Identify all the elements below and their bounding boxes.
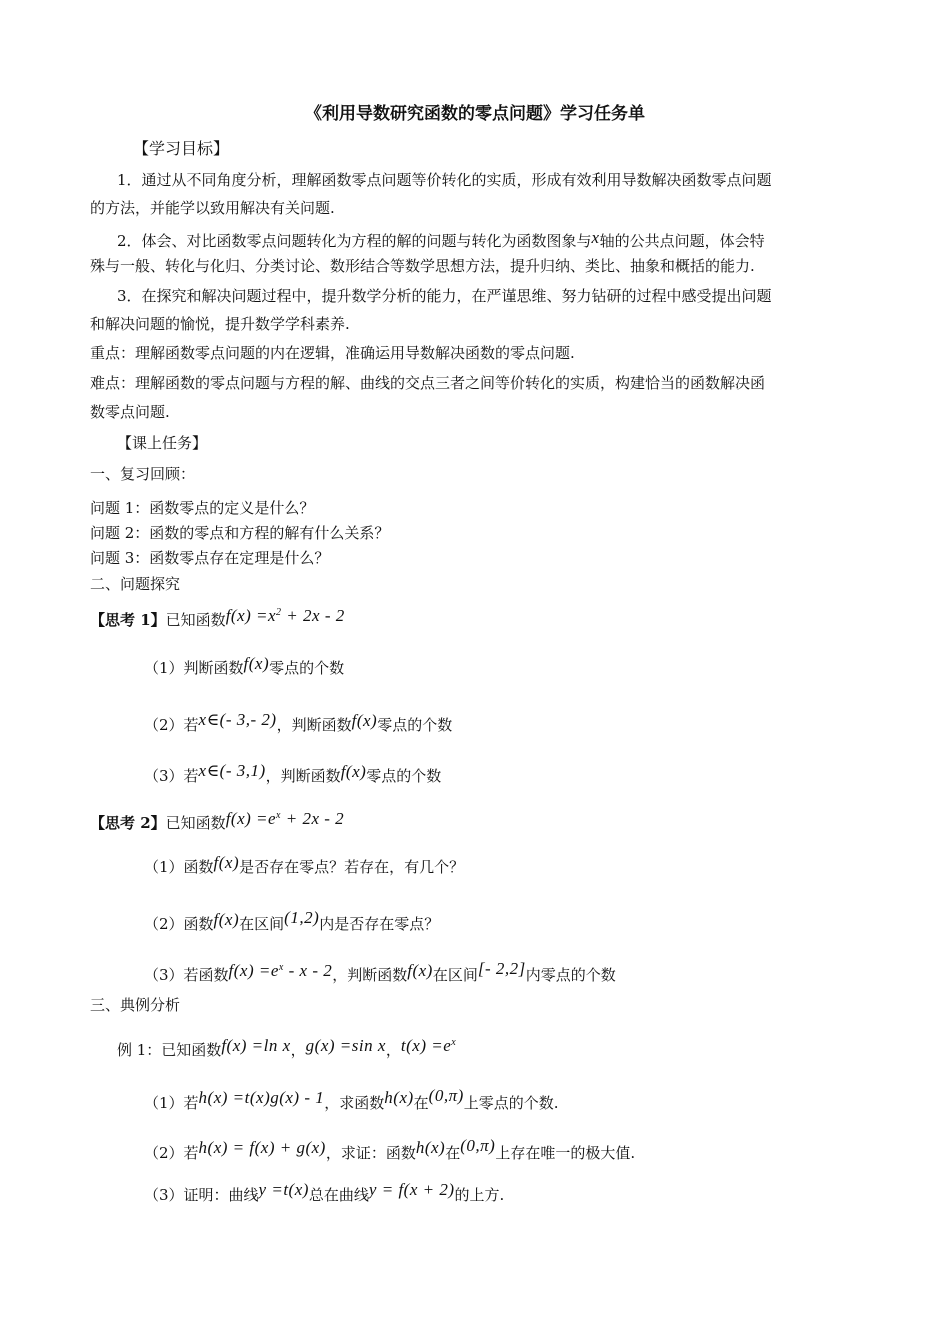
think-2-q3-function — [229, 961, 333, 980]
example-1-q2-text-b: ，求证：函数 — [325, 1144, 416, 1162]
objective-3-line-2: 和解决问题的愉悦，提升数学学科素养. — [90, 315, 350, 333]
example-1-q1-h2: h(x) — [384, 1088, 414, 1107]
example-1-sep-1: ， — [290, 1041, 306, 1059]
think-1-q3-text-b: ，判断函数 — [265, 767, 341, 785]
think-2-q3-function-rest: - x - 2 — [283, 961, 333, 980]
think-1-function-base: f(x) =x — [225, 606, 277, 625]
think-2-q2-interval: (1,2) — [284, 908, 320, 927]
think-1-q1-text-a: （1）判断函数 — [144, 659, 244, 677]
objective-1-line-1: 1．通过从不同角度分析，理解函数零点问题等价转化的实质，形成有效利用导数解决函数零点问题 — [117, 171, 772, 189]
think-2-q1-text-a: （1）函数 — [144, 858, 214, 876]
think-1-q2-function: f(x) — [351, 711, 378, 730]
think-1-function — [226, 606, 345, 625]
example-1-t — [401, 1036, 456, 1055]
example-1-t-exponent: x — [451, 1037, 457, 1048]
think-1-q3-text-c: 零点的个数 — [366, 767, 442, 785]
think-2-question-2 — [144, 908, 439, 934]
explore-header: 二、问题探究 — [90, 575, 181, 593]
example-1-q2-h: h(x) = f(x) + g(x) — [198, 1138, 326, 1157]
think-1-question-2 — [144, 710, 452, 735]
example-1-sep-2: ， — [385, 1041, 401, 1059]
example-1-g: g(x) =sin x — [305, 1036, 386, 1055]
example-1-question-1 — [144, 1086, 559, 1113]
think-1-q2-text-a: （2）若 — [144, 716, 199, 734]
question-3: 问题 3：函数零点存在定理是什么？ — [90, 549, 330, 567]
think-1-function-rest: + 2x - 2 — [281, 606, 345, 625]
think-2-function-base: f(x) =e — [225, 809, 277, 828]
think-2-q2-text-a: （2）函数 — [144, 915, 214, 933]
tasks-header: 【课上任务】 — [117, 434, 208, 452]
think-2-q1-text-b: 是否存在零点？若存在，有几个？ — [239, 858, 465, 876]
think-1-q2-text-c: 零点的个数 — [377, 716, 453, 734]
example-1-f: f(x) =ln x — [221, 1036, 291, 1055]
think-1-question-3 — [144, 761, 441, 786]
think-1-q1-text-b: 零点的个数 — [269, 659, 345, 677]
key-point: 重点：理解函数零点问题的内在逻辑，准确运用导数解决函数的零点问题. — [90, 344, 575, 362]
example-1-q1-text-b: ，求函数 — [324, 1094, 385, 1112]
think-2-function-rest: + 2x - 2 — [281, 809, 345, 828]
objective-2-text-b: 轴的公共点问题，体会特 — [599, 232, 765, 250]
think-2-q3-text-b: ，判断函数 — [332, 966, 408, 984]
example-1-q3-text-c: 的上方. — [454, 1186, 505, 1204]
objective-3-line-1: 3．在探究和解决问题过程中，提升数学分析的能力，在严谨思维、努力钻研的过程中感受提出问题 — [117, 287, 772, 305]
think-1-label: 【思考 1】 — [90, 611, 166, 629]
think-1-intro: 已知函数 — [165, 611, 226, 629]
example-1-q1-text-a: （1）若 — [144, 1094, 199, 1112]
think-2-heading — [90, 806, 344, 833]
example-1-q1-text-d: 上零点的个数. — [463, 1094, 559, 1112]
page-title: 《利用导数研究函数的零点问题》学习任务单 — [305, 104, 645, 124]
think-2-q3-text-c: 在区间 — [432, 966, 478, 984]
think-1-q3-text-a: （3）若 — [144, 767, 199, 785]
think-2-question-3 — [144, 958, 616, 985]
think-1-q3-function: f(x) — [340, 762, 367, 781]
think-2-q3-text-d: 内零点的个数 — [525, 966, 616, 984]
objective-2-line-1 — [117, 228, 765, 251]
think-1-q2-interval: x∈(- 3,- 2) — [198, 710, 277, 729]
example-1-q3-text-a: （3）证明：曲线 — [144, 1186, 259, 1204]
objective-2-text-a: 2．体会、对比函数零点问题转化为方程的解的问题与转化为函数图象与 — [117, 232, 592, 250]
think-2-q3-function-exponent: x — [278, 962, 284, 973]
example-1-question-2 — [144, 1136, 635, 1163]
think-2-function — [226, 809, 345, 828]
question-2: 问题 2：函数的零点和方程的解有什么关系？ — [90, 524, 390, 542]
think-1-heading — [90, 603, 345, 630]
example-1-q3-curve-1: y =t(x) — [258, 1180, 309, 1199]
example-1-intro: 例 1：已知函数 — [117, 1041, 222, 1059]
objectives-header: 【学习目标】 — [133, 139, 230, 158]
think-2-q2-text-c: 内是否存在零点？ — [319, 915, 440, 933]
think-2-q3-interval: [- 2,2] — [477, 959, 526, 978]
think-1-q3-interval: x∈(- 3,1) — [198, 761, 266, 780]
example-1-q1-interval: (0,π) — [428, 1086, 464, 1105]
think-2-q1-function: f(x) — [213, 853, 240, 872]
think-1-q2-text-b: ，判断函数 — [276, 716, 352, 734]
example-1-t-base: t(x) =e — [400, 1036, 452, 1055]
example-1-question-3 — [144, 1180, 504, 1205]
difficulty-line-1: 难点：理解函数的零点问题与方程的解、曲线的交点三者之间等价转化的实质，构建恰当的函数解决函 — [90, 374, 766, 392]
example-1-q2-h2: h(x) — [415, 1138, 446, 1157]
review-header: 一、复习回顾： — [90, 465, 196, 483]
think-2-q3-function-base: f(x) =e — [228, 961, 279, 980]
objective-2-variable: x — [591, 228, 600, 247]
think-2-q3-text-a: （3）若函数 — [144, 966, 229, 984]
example-1-q2-text-a: （2）若 — [144, 1144, 199, 1162]
example-1-q1-h: h(x) =t(x)g(x) - 1 — [198, 1088, 325, 1107]
examples-header: 三、典例分析 — [90, 996, 181, 1014]
example-1-q2-interval: (0,π) — [460, 1136, 496, 1155]
think-2-label: 【思考 2】 — [90, 814, 166, 832]
example-1-q3-text-b: 总在曲线 — [308, 1186, 369, 1204]
think-2-function-exponent: x — [276, 810, 281, 821]
example-1-heading — [117, 1033, 456, 1060]
think-1-function-exponent: 2 — [276, 607, 282, 618]
think-2-intro: 已知函数 — [165, 814, 226, 832]
example-1-q3-curve-2: y = f(x + 2) — [368, 1180, 455, 1199]
think-2-q2-text-b: 在区间 — [239, 915, 285, 933]
think-2-q3-function-2: f(x) — [407, 961, 433, 980]
think-1-q1-function: f(x) — [243, 654, 270, 673]
think-2-question-1 — [144, 853, 464, 877]
objective-2-line-2: 殊与一般、转化与化归、分类讨论、数形结合等数学思想方法，提升归纳、类比、抽象和概括的能力. — [90, 257, 755, 275]
think-1-question-1 — [144, 654, 344, 678]
example-1-q1-text-c: 在 — [413, 1094, 429, 1112]
objective-1-line-2: 的方法，并能学以致用解决有关问题. — [90, 199, 335, 217]
example-1-q2-text-c: 在 — [445, 1144, 461, 1162]
example-1-q2-text-d: 上存在唯一的极大值. — [495, 1144, 636, 1162]
question-1: 问题 1：函数零点的定义是什么？ — [90, 499, 315, 517]
think-2-q2-function: f(x) — [213, 910, 240, 929]
difficulty-line-2: 数零点问题. — [90, 403, 170, 421]
